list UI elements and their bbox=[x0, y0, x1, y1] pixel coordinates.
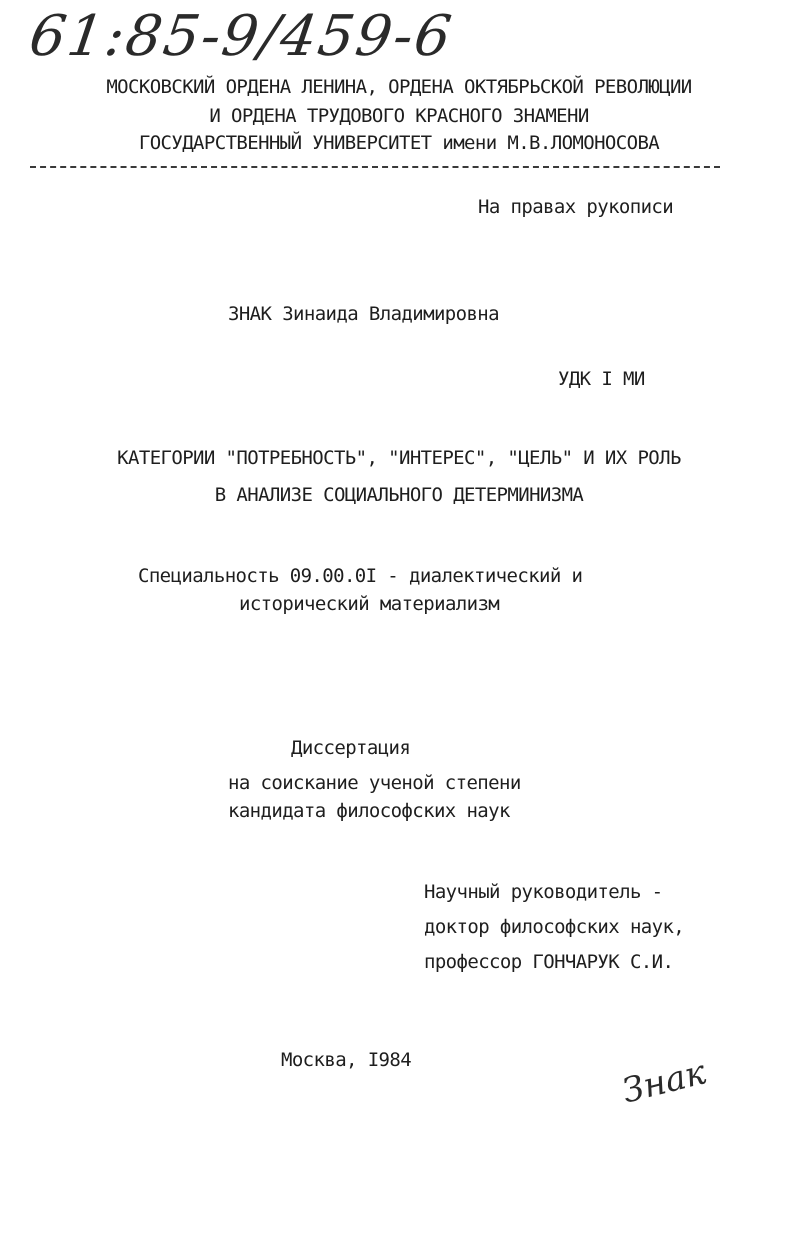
degree-line-2: на соискание ученой степени bbox=[228, 772, 521, 794]
dissertation-title-line-1: КАТЕГОРИИ "ПОТРЕБНОСТЬ", "ИНТЕРЕС", "ЦЕЛЬ" И ИХ РОЛЬ bbox=[117, 447, 681, 469]
supervisor-line-1: Научный руководитель - bbox=[424, 881, 663, 903]
handwritten-signature: Знак bbox=[618, 1052, 710, 1112]
degree-line-1: Диссертация bbox=[291, 737, 411, 759]
university-name-line-2: И ОРДЕНА ТРУДОВОГО КРАСНОГО ЗНАМЕНИ bbox=[209, 105, 589, 127]
supervisor-line-3: профессор ГОНЧАРУК С.И. bbox=[424, 951, 674, 973]
author-name: ЗНАК Зинаида Владимировна bbox=[228, 303, 499, 325]
header-separator bbox=[30, 166, 720, 168]
udk-code: УДК I МИ bbox=[558, 368, 645, 390]
specialty-line-1: Специальность 09.00.0I - диалектический и bbox=[138, 565, 583, 587]
manuscript-rights-note: На правах рукописи bbox=[478, 196, 674, 218]
place-and-year: Москва, I984 bbox=[281, 1049, 412, 1071]
handwritten-archive-number: 61:85-9/459-6 bbox=[25, 4, 457, 69]
university-name-line-1: МОСКОВСКИЙ ОРДЕНА ЛЕНИНА, ОРДЕНА ОКТЯБРЬСКОЙ РЕВОЛЮЦИИ bbox=[106, 76, 692, 98]
university-name-line-3: ГОСУДАРСТВЕННЫЙ УНИВЕРСИТЕТ имени М.В.ЛОМОНОСОВА bbox=[138, 132, 660, 154]
dissertation-title-line-2: В АНАЛИЗЕ СОЦИАЛЬНОГО ДЕТЕРМИНИЗМА bbox=[214, 484, 584, 506]
specialty-line-2: исторический материализм bbox=[239, 593, 500, 615]
degree-line-3: кандидата философских наук bbox=[228, 800, 510, 822]
supervisor-line-2: доктор философских наук, bbox=[424, 916, 685, 938]
